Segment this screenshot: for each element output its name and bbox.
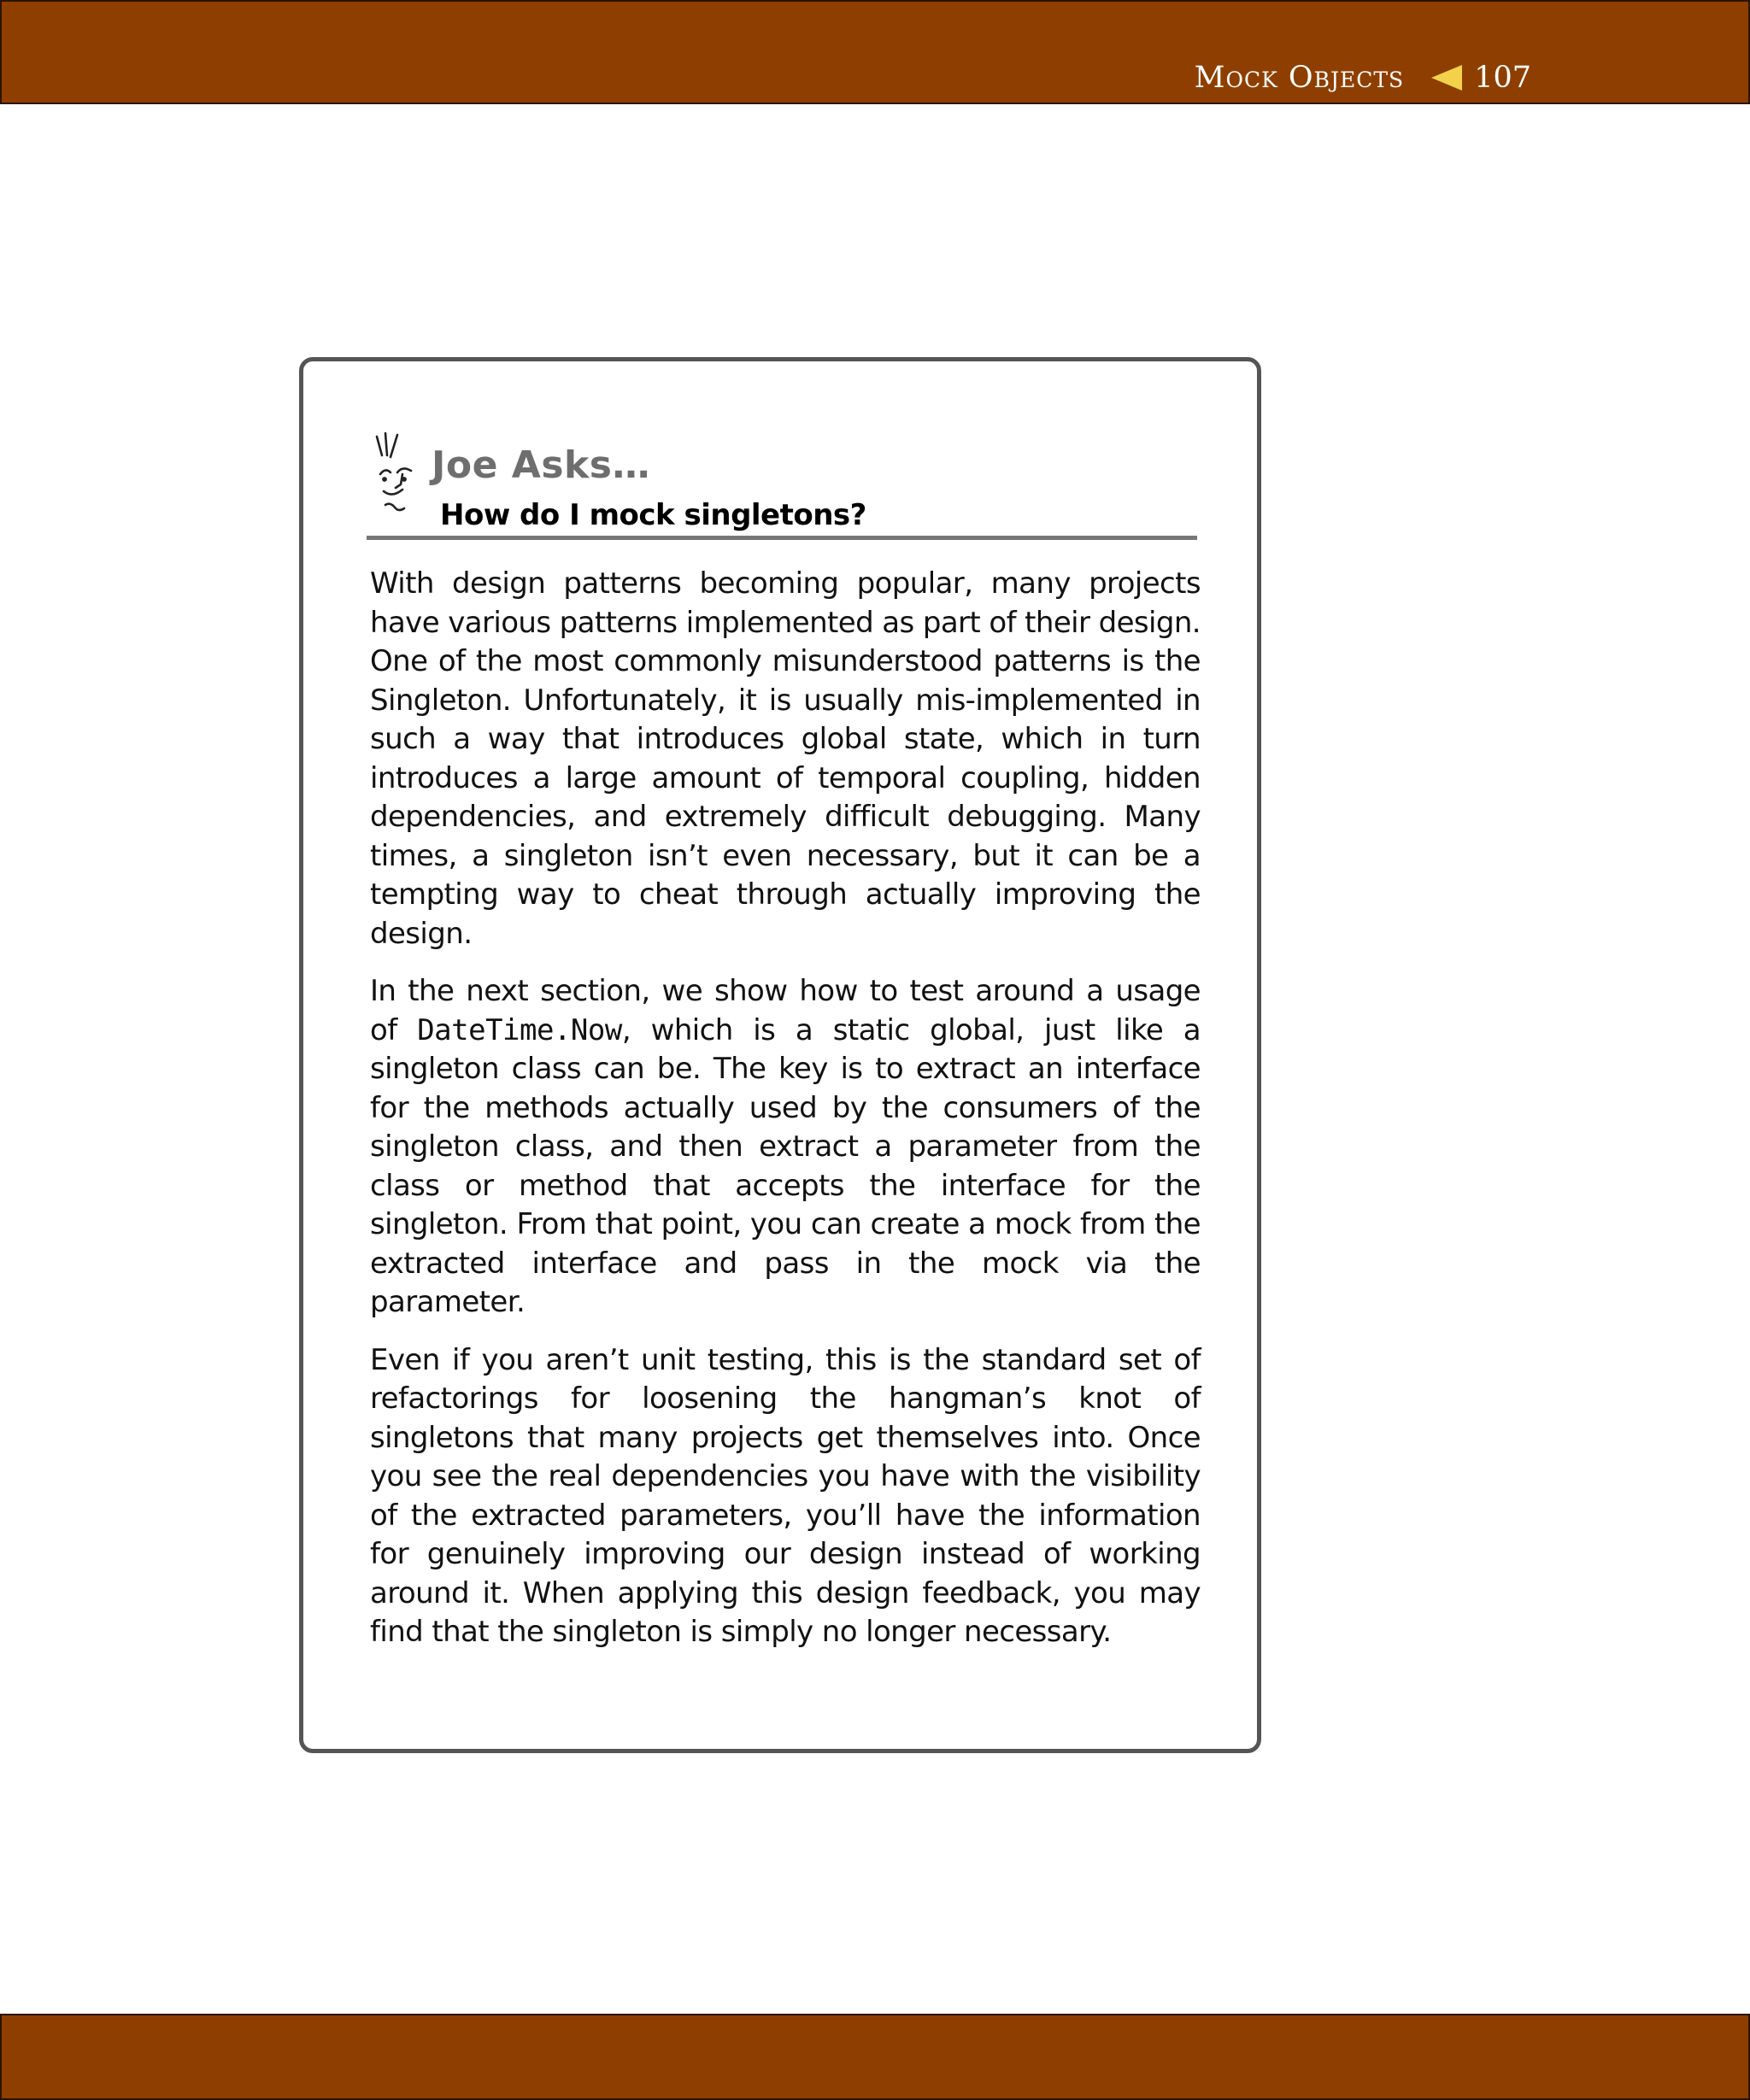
paragraph-2-end: , which is a static global, just like a singleton class can be. The key is to extract an interface for the methods actually used by the consumers of the singleton class, and then extract a parameter from the class or method that accepts the interface for the singleton. From that point, you can create a mock from the extracted interface and pass in the mock via the parameter.: [370, 1012, 1201, 1319]
paragraph-2-start: In the next section, we show how to test around a usage of: [370, 974, 1201, 1047]
sidebar-question: How do I mock singletons?: [440, 498, 866, 532]
sidebar-label: Joe Asks…: [432, 443, 650, 487]
paragraph-3: Even if you aren’t unit testing, this is the standard set of refactorings for loosening the hangman’s knot of singletons that many projects get themselves into. Once you see the real dependencies you have with the visibility of the extracted parameters, you’ll have the information for genuinely improving our design instead of working around it. When applying this design feedback, you may find that the singleton is simply no longer necessary.: [370, 1342, 1201, 1649]
running-head: [1195, 58, 1531, 97]
inline-code: DateTime.Now: [417, 1012, 622, 1047]
footer-bar: [0, 2014, 1750, 2100]
joe-asks-sidebar: [299, 357, 1261, 1753]
running-head-section: Mock Objects: [1194, 61, 1405, 95]
joe-face-icon: [373, 430, 425, 531]
page-number: 107: [1474, 61, 1531, 95]
left-triangle-icon: [1431, 65, 1462, 91]
header-bar: [0, 0, 1750, 104]
header-rule: [367, 536, 1197, 540]
sidebar-body: [370, 565, 1201, 1671]
paragraph-2: [370, 972, 1201, 1323]
paragraph-1: With design patterns becoming popular, many projects have various patterns implemented as part of their design. One of the most commonly misunderstood patterns is the Singleton. Unfortunately, it is usually mis-implemented in such a way that introduces global state, which in turn introduces a large amount of temporal coupling, hidden dependencies, and extremely difficult debugging. Many times, a singleton isn’t even necessary, but it can be a tempting way to cheat through actually improving the design.: [370, 566, 1201, 951]
sidebar-header: [367, 430, 1197, 531]
